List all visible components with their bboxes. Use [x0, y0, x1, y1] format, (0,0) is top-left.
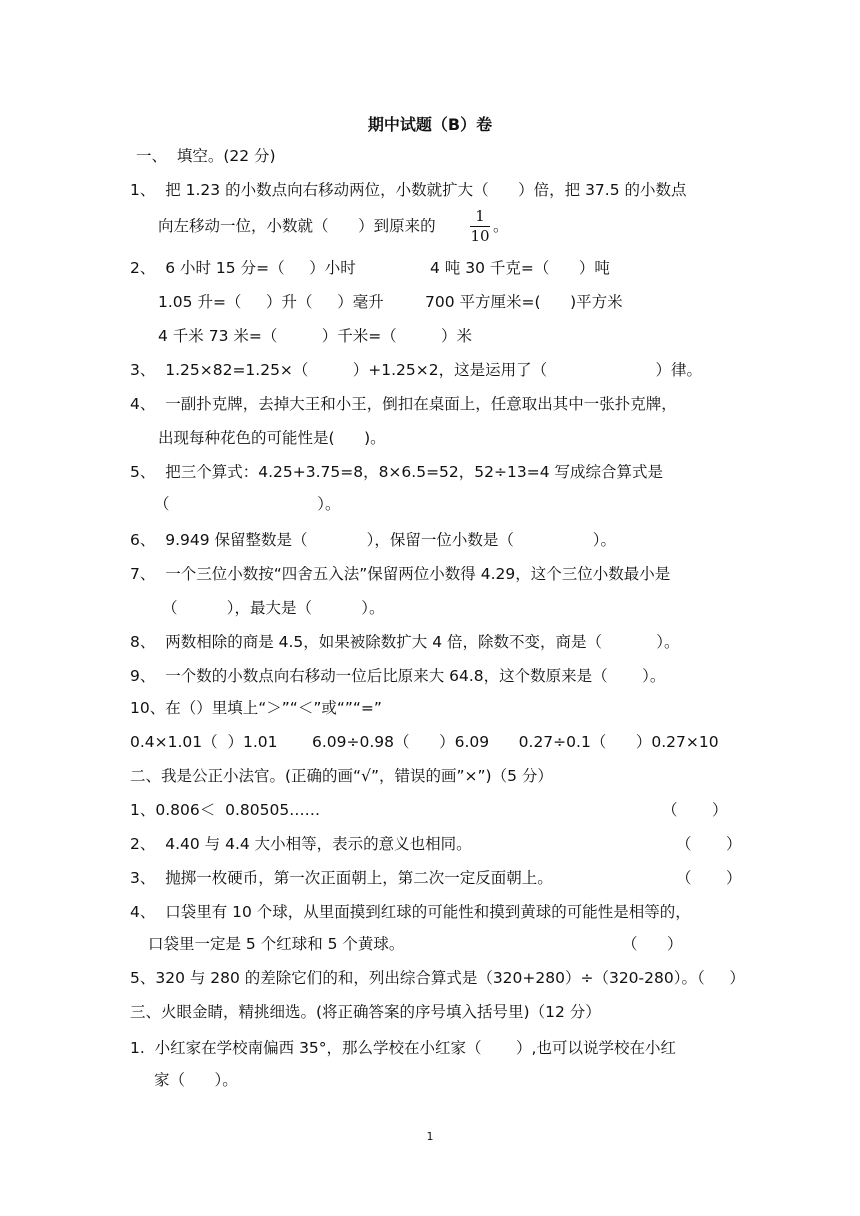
page-number: 1: [426, 1130, 434, 1143]
fraction-one-tenth: [468, 208, 492, 245]
judgement-2-answer: （ ）: [676, 835, 742, 853]
question-2-part-a: 2、 6 小时 15 分=（ ）小时: [130, 259, 356, 277]
question-2-part-b: 4 吨 30 千克=（ ）吨: [430, 259, 610, 277]
judgement-3: 3、 抛掷一枚硬币，第一次正面朝上，第二次一定反面朝上。: [130, 869, 553, 887]
question-2-part-d: 700 平方厘米=( )平方米: [425, 293, 623, 311]
question-7-line-2: （ ），最大是（ ）。: [162, 599, 385, 617]
choice-1-line-2: 家（ ）。: [154, 1071, 238, 1089]
question-1-line-2-end: 。: [493, 217, 509, 235]
question-3: 3、 1.25×82=1.25×（ ）+1.25×2，这是运用了（ ）律。: [130, 361, 703, 379]
fraction-denominator: 10: [470, 227, 490, 245]
question-1-line-1: 1、 把 1.23 的小数点向右移动两位，小数就扩大（ ）倍，把 37.5 的小数点: [130, 181, 687, 199]
question-9: 9、 一个数的小数点向右移动一位后比原来大 64.8，这个数原来是（ ）。: [130, 667, 666, 685]
question-4-line-1: 4、 一副扑克牌，去掉大王和小王，倒扣在桌面上，任意取出其中一张扑克牌，: [130, 395, 677, 413]
question-4-line-2: 出现每种花色的可能性是( )。: [158, 429, 386, 447]
judgement-4-answer: （ ）: [622, 935, 683, 953]
question-6: 6、 9.949 保留整数是（ ），保留一位小数是（ ）。: [130, 531, 616, 549]
judgement-4-line-2: 口袋里一定是 5 个红球和 5 个黄球。: [148, 935, 405, 953]
question-7-line-1: 7、 一个三位小数按“四舍五入法”保留两位小数得 4.29，这个三位小数最小是: [130, 565, 671, 583]
section-3-heading: 三、火眼金睛，精挑细选。(将正确答案的序号填入括号里)（12 分）: [130, 1003, 601, 1021]
fraction-numerator: 1: [475, 207, 485, 225]
judgement-3-answer: （ ）: [676, 869, 742, 887]
question-5-line-2: （ ）。: [154, 495, 341, 513]
question-10: 10、在（）里填上“＞”“＜”或“”“=”: [130, 699, 382, 717]
question-10-comparisons: 0.4×1.01（ ）1.01 6.09÷0.98（ ）6.09 0.27÷0.1（ ）0.27×10: [130, 733, 719, 751]
choice-1-line-1: 1. 小红家在学校南偏西 35°，那么学校在小红家（ ）,也可以说学校在小红: [130, 1039, 676, 1057]
judgement-1-answer: （ ）: [662, 801, 728, 819]
section-1-heading: 一、 填空。(22 分): [136, 147, 276, 165]
judgement-5: 5、320 与 280 的差除它们的和，列出综合算式是（320+280）÷（320-280）。（ ）: [130, 969, 745, 987]
question-1-line-2: 向左移动一位，小数就（ ）到原来的: [158, 217, 436, 235]
question-5-line-1: 5、 把三个算式：4.25+3.75=8，8×6.5=52，52÷13=4 写成综合算式是: [130, 463, 663, 481]
question-8: 8、 两数相除的商是 4.5，如果被除数扩大 4 倍，除数不变，商是（ ）。: [130, 633, 680, 651]
judgement-1: 1、0.806＜ 0.80505……: [130, 801, 321, 819]
document-title: 期中试题（B）卷: [367, 115, 493, 134]
section-2-heading: 二、我是公正小法官。(正确的画“√”，错误的画”×”)（5 分）: [130, 767, 553, 785]
judgement-2: 2、 4.40 与 4.4 大小相等，表示的意义也相同。: [130, 835, 472, 853]
judgement-4-line-1: 4、 口袋里有 10 个球，从里面摸到红球的可能性和摸到黄球的可能性是相等的，: [130, 903, 691, 921]
question-2-part-c: 1.05 升=（ ）升（ ）毫升: [158, 293, 384, 311]
question-2-part-e: 4 千米 73 米=（ ）千米=（ ）米: [158, 327, 473, 345]
